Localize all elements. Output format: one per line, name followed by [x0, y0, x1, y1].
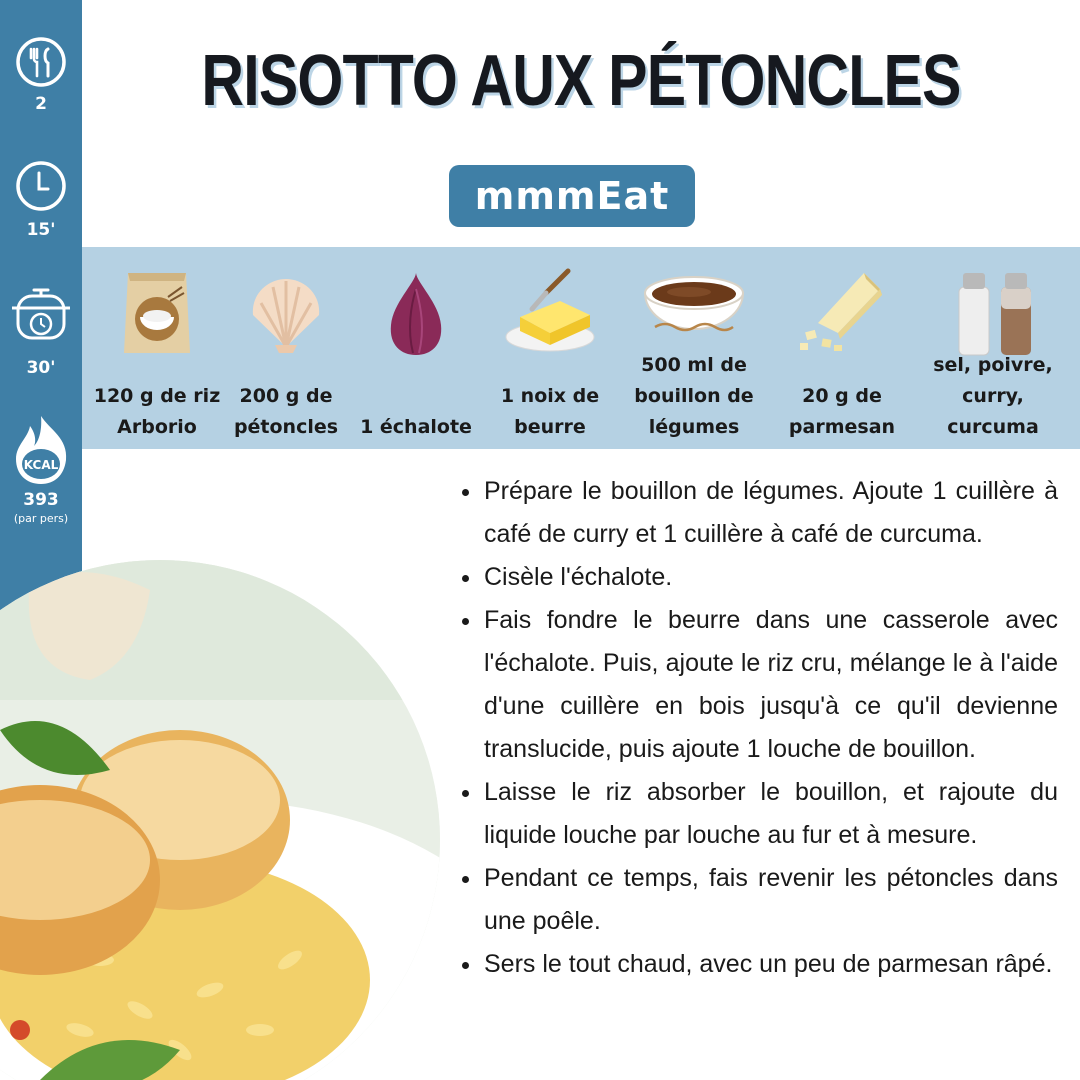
kcal-badge: KCAL [23, 458, 59, 472]
fork-knife-icon [15, 36, 67, 88]
clock-icon [15, 160, 67, 212]
prep-time-block [0, 160, 82, 240]
cook-time-value: 30' [26, 358, 56, 378]
ingredient-label: 500 ml de bouillon de légumes [634, 354, 754, 438]
step-item: Prépare le bouillon de légumes. Ajoute 1 cuillère à café de curry et 1 cuillère à café de curcuma. [462, 470, 1058, 556]
calories-block [0, 412, 82, 525]
ingredient-item [234, 247, 338, 449]
brand-logo: mmmEat [449, 165, 695, 227]
step-item: Laisse le riz absorber le bouillon, et rajoute du liquide louche par louche au fur et à mesure. [462, 771, 1058, 857]
step-item: Cisèle l'échalote. [462, 556, 1058, 599]
scallop-risotto-photo [0, 560, 440, 1080]
servings-block [0, 36, 82, 114]
calories-value: 393 [23, 490, 59, 510]
ingredient-label: 20 g de parmesan [788, 385, 896, 438]
prep-time-value: 15' [26, 220, 56, 240]
ingredient-label: 200 g de pétoncles [233, 385, 339, 438]
ingredient-label: 1 noix de beurre [500, 385, 600, 438]
ingredient-item [88, 247, 226, 449]
recipe-info-sidebar [0, 0, 82, 615]
ingredient-label: 120 g de riz Arborio [93, 385, 221, 438]
ingredients-band [82, 247, 1080, 449]
dish-illustration [0, 560, 440, 1080]
recipe-title: RISOTTO AUX PÉTONCLES [201, 41, 961, 121]
ingredient-item [358, 247, 474, 449]
calories-unit: (par pers) [13, 512, 69, 525]
ingredient-label: 1 échalote [360, 416, 472, 438]
ingredient-label: sel, poivre, curry, curcuma [933, 354, 1053, 438]
instruction-steps [462, 470, 1058, 986]
cook-time-block [0, 282, 82, 378]
servings-value: 2 [35, 94, 47, 114]
step-item: Sers le tout chaud, avec un peu de parmesan râpé. [462, 943, 1058, 986]
ingredient-item [918, 247, 1068, 449]
step-item: Pendant ce temps, fais revenir les pétoncles dans une poêle. [462, 857, 1058, 943]
kcal-flame-icon [10, 412, 72, 486]
ingredient-item [782, 247, 902, 449]
step-item: Fais fondre le beurre dans une casserole avec l'échalote. Puis, ajoute le riz cru, mélange le à l'aide d'une cuillère en bois jusqu'à ce qu'il devienne translucide, puis ajoute 1 louche de bouillon. [462, 599, 1058, 771]
ingredient-item [490, 247, 610, 449]
ingredient-item [622, 247, 766, 449]
cooking-pot-icon [8, 282, 74, 346]
